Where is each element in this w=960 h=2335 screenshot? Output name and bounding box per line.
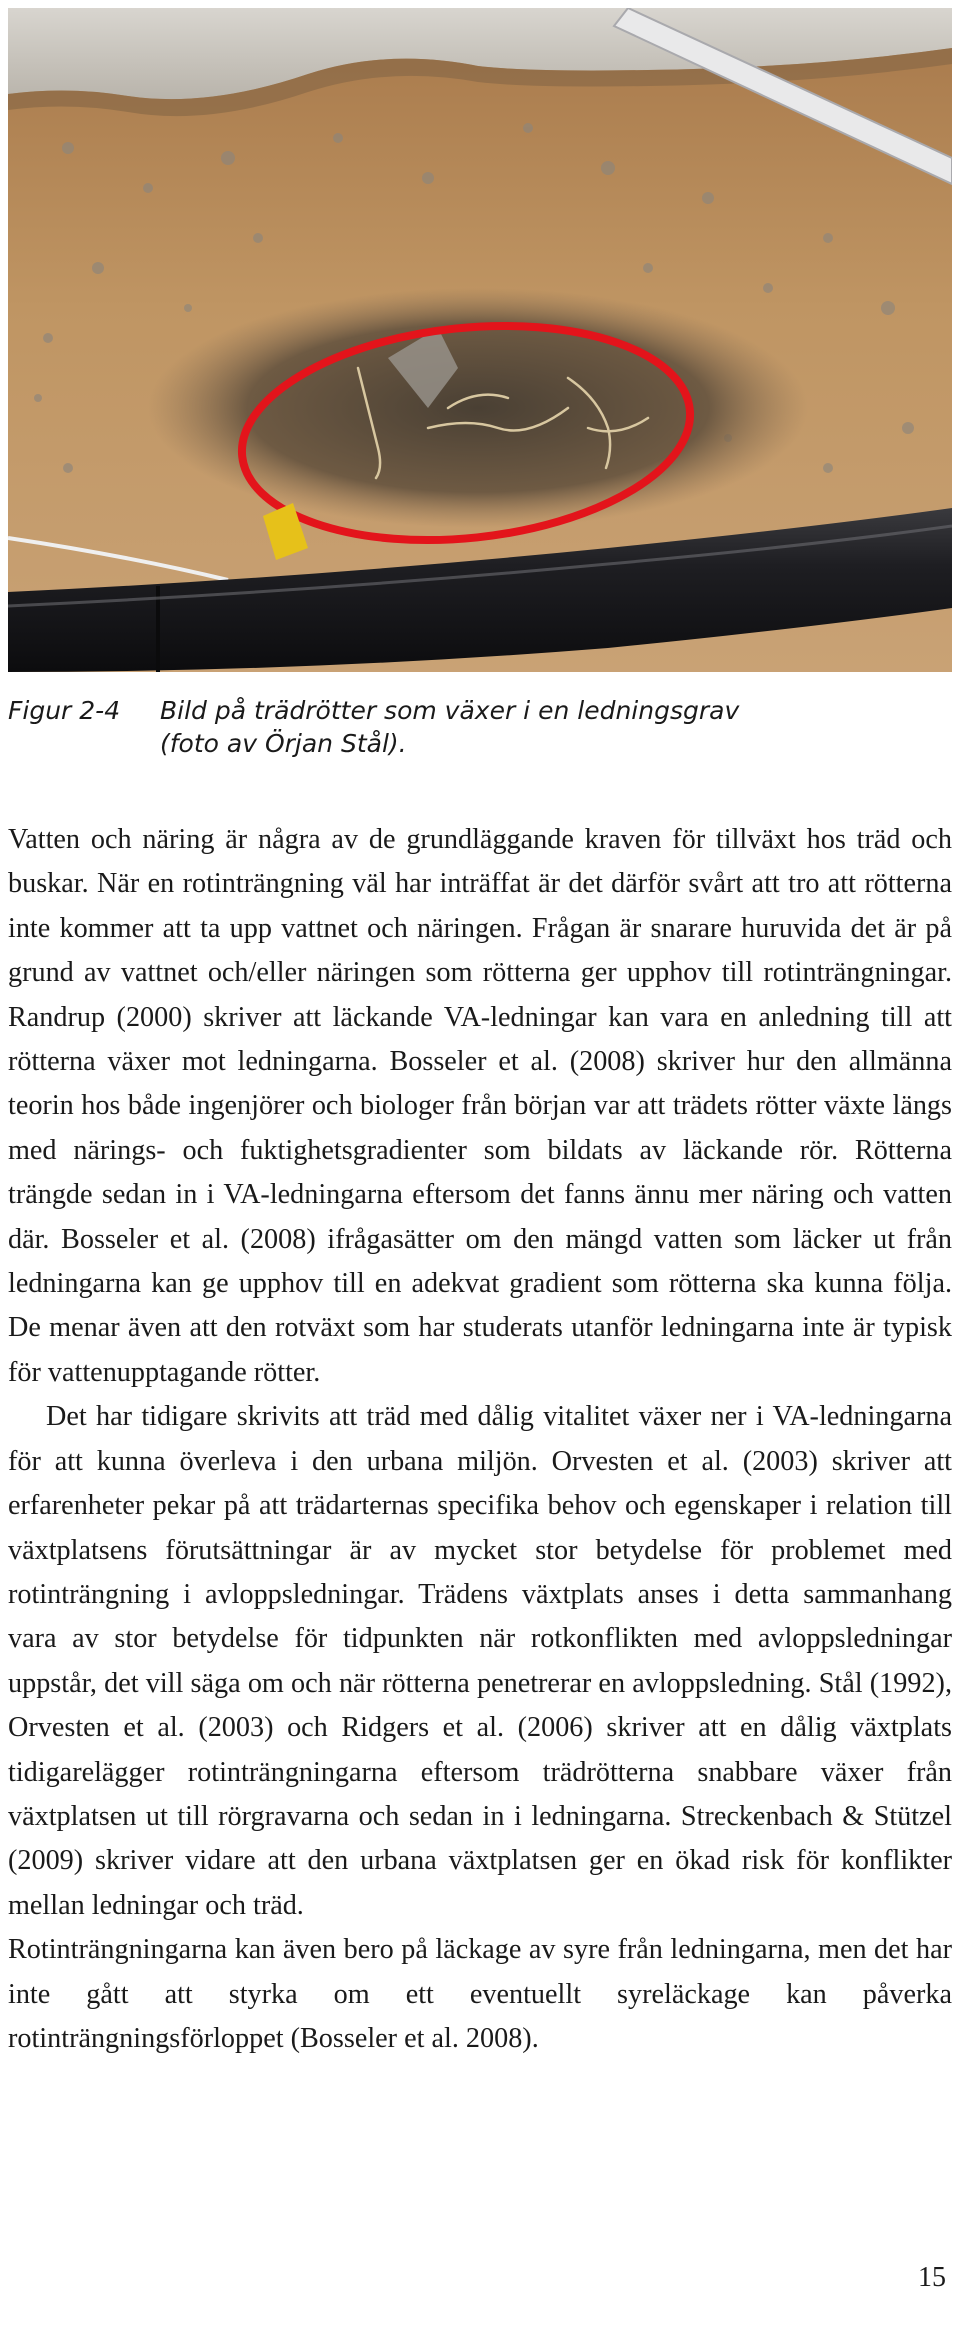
figure-photo	[8, 8, 952, 672]
page-number: 15	[918, 2262, 946, 2293]
paragraph-3: Rotinträngningarna kan även bero på läckage av syre från ledningarna, men det har inte gått att styrka om ett eventuellt syreläckage kan påverka rotinträngningsförloppet (Bosseler et al. 2008).	[8, 1934, 952, 2054]
trench-photo-illustration	[8, 8, 952, 672]
caption-line-2: (foto av Örjan Stål).	[160, 729, 407, 758]
paragraph-1: Vatten och näring är några av de grundläggande kraven för tillväxt hos träd och buskar. När en rotinträngning väl har inträffat är det därför svårt att tro att rötterna inte kommer att ta upp vattnet och näringen. Frågan är snarare huruvida det är på grund av vattnet och/eller näringen som rötterna ger upphov till rotinträngningar. Randrup (2000) skriver att läckande VA-ledningar kan vara en anledning till att rötterna växer mot ledningarna. Bosseler et al. (2008) skriver hur den allmänna teorin hos både ingenjörer och biologer från början var att trädets rötter växte längs med närings- och fuktighetsgradienter som bildats av läckande rör. Rötterna trängde sedan in i VA-ledningarna eftersom det fanns ännu mer näring och vatten där. Bosseler et al. (2008) ifrågasätter om den mängd vatten som läcker ut från ledningarna kan ge upphov till en adekvat gradient som rötterna ska kunna följa. De menar även att den rotväxt som har studerats utanför ledningarna inte är typisk för vattenupptagande rötter.	[8, 824, 952, 1388]
paragraph-2: Det har tidigare skrivits att träd med dålig vitalitet växer ner i VA-ledningarna för att kunna överleva i den urbana miljön. Orvesten et al. (2003) skriver att erfarenheter pekar på att trädarternas specifika behov och egenskaper i relation till växtplatsens förutsättningar är av mycket stor betydelse för problemet med rotinträngning i avloppsledningar. Trädens växtplats anses i detta sammanhang vara av stor betydelse för tidpunkten när rotkonflikten med avloppsledningar uppstår, det vill säga om och när rötterna penetrerar en avloppsledning. Stål (1992), Orvesten et al. (2003) och Ridgers et al. (2006) skriver att en dålig växtplats tidigarelägger rotinträngningarna eftersom trädrötterna snabbare växer från växtplatsen ut till rörgravarna och sedan in i ledningarna. Streckenbach & Stützel (2009) skriver vidare att den urbana växtplatsen ger en ökad risk för konflikter mellan ledningar och träd.	[8, 1401, 952, 1921]
caption-line-1: Bild på trädrötter som växer i en ledningsgrav	[160, 696, 740, 725]
figure-caption-text	[160, 694, 860, 760]
figure-label: Figur 2-4	[8, 696, 121, 725]
body-text	[8, 818, 952, 2061]
